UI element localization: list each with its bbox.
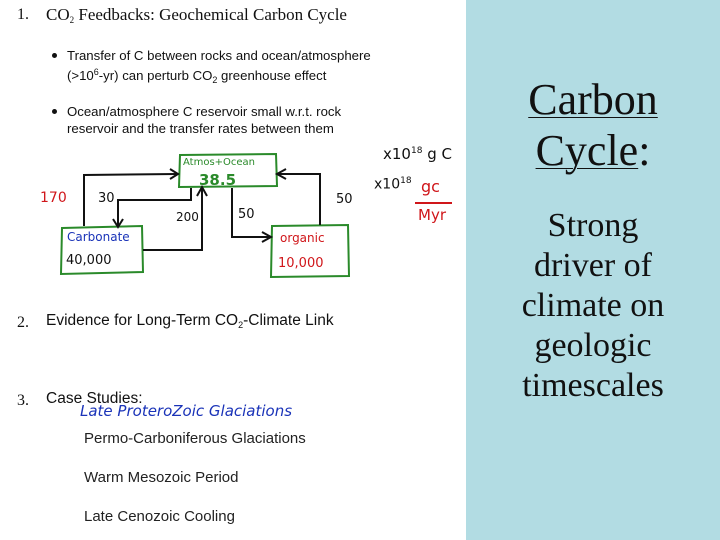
carbonate-value: 40,000 xyxy=(66,253,112,268)
section-2-number: 2. xyxy=(17,314,29,331)
case-study-item: Permo-Carboniferous Glaciations xyxy=(84,430,306,447)
side-panel-body xyxy=(451,206,720,406)
units-flux-multiplier: $x10^{18}$ xyxy=(374,176,412,193)
flux-label-30: 30 xyxy=(98,191,115,206)
units-flux-denominator: Myr xyxy=(418,206,446,224)
organic-value: 10,000 xyxy=(278,256,324,271)
handwritten-case-study: Late ProteroZoic Glaciations xyxy=(80,402,293,420)
side-panel-line: climate on xyxy=(521,287,665,324)
section-3-number: 3. xyxy=(17,392,29,409)
atmos-ocean-value: 38.5 xyxy=(199,171,237,189)
flux-label-170: 170 xyxy=(40,190,67,206)
side-panel-line: driver of xyxy=(533,247,652,284)
flux-organic-up-arrow xyxy=(278,174,320,225)
flux-label-200: 200 xyxy=(176,210,199,224)
units-flux-numerator: gc xyxy=(421,177,440,196)
atmos-ocean-label: Atmos+Ocean xyxy=(183,157,256,168)
flux-label-50-right: 50 xyxy=(336,192,353,207)
organic-label: organic xyxy=(280,231,325,245)
case-study-item: Late Cenozoic Cooling xyxy=(84,508,235,525)
side-panel-line: Strong xyxy=(547,207,639,244)
case-study-item: Warm Mesozoic Period xyxy=(84,469,239,486)
section-1-number: 1. xyxy=(17,6,29,23)
units-reservoir: $x10^{18}$ g C xyxy=(383,145,452,163)
side-panel-line: geologic xyxy=(534,327,652,364)
carbonate-label: Carbonate xyxy=(67,230,130,244)
side-panel-title: Carbon Cycle: xyxy=(528,75,658,175)
flux-label-50-mid: 50 xyxy=(238,207,255,222)
section-3-title: Case Studies: xyxy=(46,390,143,407)
side-panel-line: timescales xyxy=(522,367,664,404)
side-panel xyxy=(466,0,720,540)
bullet-reservoir: Ocean/atmosphere C reservoir small w.r.t. rock reservoir and the transfer rates between them xyxy=(67,103,427,137)
section-2-title: Evidence for Long-Term $CO_2$-Climate Link xyxy=(46,312,334,330)
section-1-title: $CO_2$ Feedbacks: Geochemical Carbon Cycle xyxy=(46,5,347,25)
bullet-transfer: Transfer of C between rocks and ocean/atmosphere $(>10^6-yr)$ can perturb $CO_2$ greenhouse effect xyxy=(67,47,427,89)
